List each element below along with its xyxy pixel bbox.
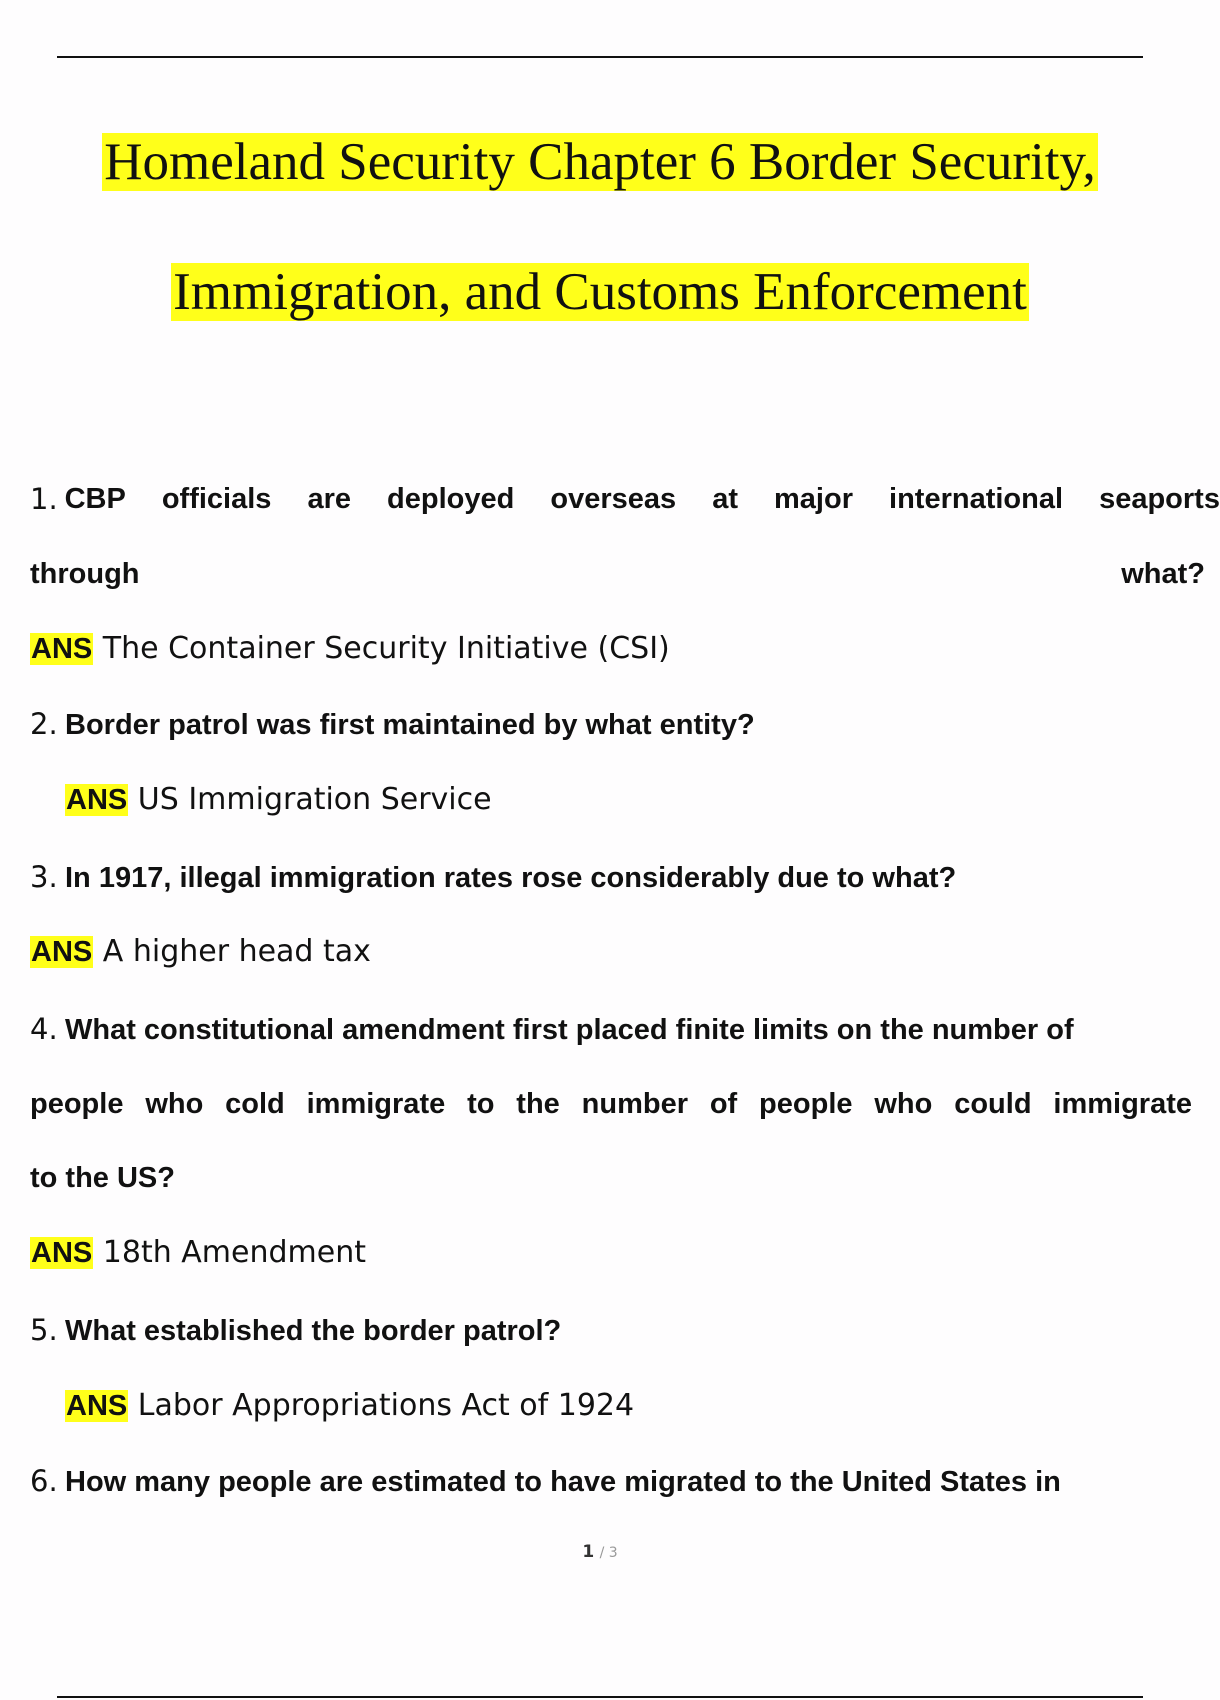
word: people xyxy=(759,1088,853,1120)
answer-text: A higher head tax xyxy=(102,934,371,969)
document-title-line-1: Homeland Security Chapter 6 Border Security, xyxy=(104,133,1096,191)
answer-tag: ANS xyxy=(66,784,128,816)
word: immigrate xyxy=(306,1088,446,1120)
question-4-line-2 xyxy=(30,1084,1192,1124)
document-title-line-2: Immigration, and Customs Enforcement xyxy=(173,263,1027,321)
word: deployed xyxy=(387,483,515,515)
question-text: What established the border patrol? xyxy=(65,1315,562,1347)
word: through xyxy=(30,558,140,590)
top-rule xyxy=(57,56,1143,58)
answer-5 xyxy=(65,1386,634,1426)
answer-4 xyxy=(30,1233,366,1273)
bottom-rule xyxy=(57,1696,1143,1698)
total-pages: / 3 xyxy=(599,1545,618,1561)
word: number xyxy=(581,1088,688,1120)
word: the xyxy=(516,1088,560,1120)
word: could xyxy=(954,1088,1032,1120)
word: are xyxy=(307,483,351,515)
word: who xyxy=(145,1088,204,1120)
word: people xyxy=(30,1088,124,1120)
word: of xyxy=(709,1088,738,1120)
question-2 xyxy=(30,704,755,745)
answer-tag: ANS xyxy=(31,936,93,968)
question-1 xyxy=(30,479,1220,519)
answer-tag: ANS xyxy=(31,1237,93,1269)
word: international xyxy=(889,483,1064,515)
word: immigrate xyxy=(1053,1088,1192,1120)
question-5 xyxy=(30,1310,561,1351)
question-text xyxy=(65,479,1220,519)
question-text: What constitutional amendment first placed finite limits on the number of xyxy=(65,1014,1074,1046)
question-text: In 1917, illegal immigration rates rose considerably due to what? xyxy=(65,862,957,894)
question-number: 4. xyxy=(30,1012,58,1046)
word: at xyxy=(712,483,738,515)
question-number: 6. xyxy=(30,1464,58,1498)
word: what? xyxy=(1121,558,1205,590)
word: cold xyxy=(225,1088,285,1120)
word: to xyxy=(467,1088,495,1120)
word: overseas xyxy=(550,483,677,515)
question-number: 3. xyxy=(30,860,58,894)
page-indicator xyxy=(0,1542,1200,1562)
answer-text: The Container Security Initiative (CSI) xyxy=(102,631,670,666)
word: major xyxy=(774,483,853,515)
answer-text: Labor Appropriations Act of 1924 xyxy=(137,1388,635,1423)
word: who xyxy=(874,1088,933,1120)
question-6 xyxy=(30,1461,1061,1502)
answer-3 xyxy=(30,932,371,972)
question-number: 5. xyxy=(30,1313,58,1347)
question-number: 2. xyxy=(30,707,58,741)
question-4 xyxy=(30,1009,1074,1050)
question-text: Border patrol was first maintained by what entity? xyxy=(65,709,755,741)
question-4-line-3: to the US? xyxy=(30,1162,175,1194)
answer-text: US Immigration Service xyxy=(137,782,492,817)
question-3 xyxy=(30,857,956,898)
answer-tag: ANS xyxy=(31,633,93,665)
question-number: 1. xyxy=(30,482,58,516)
question-1-line-2 xyxy=(30,554,1205,594)
word: officials xyxy=(161,483,272,515)
answer-text: 18th Amendment xyxy=(102,1235,366,1270)
answer-1 xyxy=(30,629,670,669)
current-page: 1 xyxy=(582,1542,595,1562)
answer-tag: ANS xyxy=(66,1390,128,1422)
word: seaports xyxy=(1099,483,1220,515)
word: CBP xyxy=(64,483,126,515)
answer-2 xyxy=(65,780,492,820)
question-text: How many people are estimated to have migrated to the United States in xyxy=(65,1466,1061,1498)
